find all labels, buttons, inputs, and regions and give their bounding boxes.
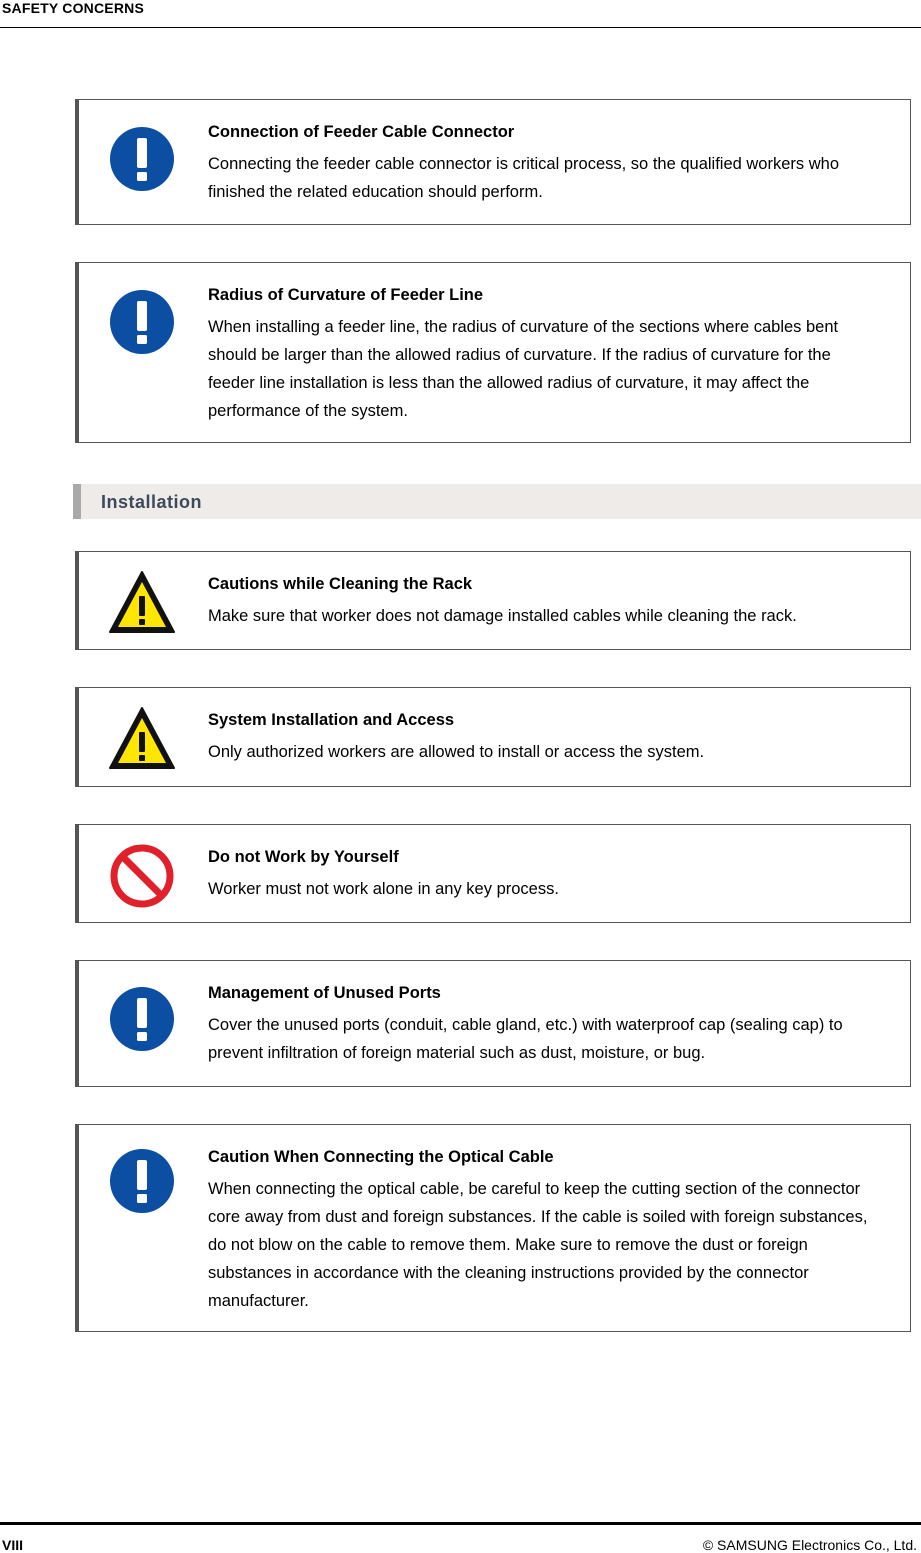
notice-body: Connecting the feeder cable connector is critical process, so the qualified workers who finished the related education should perform. — [208, 155, 839, 201]
notice-work-alone — [75, 824, 911, 923]
notice-body: Make sure that worker does not damage installed cables while cleaning the rack. — [208, 607, 797, 625]
notice-title: Radius of Curvature of Feeder Line — [208, 286, 484, 304]
notice-title: Caution When Connecting the Optical Cable — [208, 1148, 554, 1166]
notice-feeder-connector — [75, 99, 911, 225]
notice-body: Cover the unused ports (conduit, cable gland, etc.) with waterproof cap (sealing cap) to prevent infiltration of foreign material such as dust, moisture, or bug. — [208, 1016, 843, 1062]
notice-body: When installing a feeder line, the radius of curvature of the sections where cables bent should be larger than the allowed radius of curvature. If the radius of curvature for the feeder line installation is less than the allowed radius of curvature, it may affect the performance of the system. — [208, 318, 839, 420]
page-number: VIII — [2, 1537, 24, 1553]
page-header — [0, 0, 921, 28]
notice-body: When connecting the optical cable, be careful to keep the cutting section of the connector core away from dust and foreign substances. If the cable is soiled with foreign substances, do not blow on the cable to remove them. Make sure to remove the dust or foreign substances in accordance with the cleaning instructions provided by the connector manufacturer. — [208, 1180, 868, 1310]
section-title: Installation — [101, 492, 203, 512]
header-title: SAFETY CONCERNS — [2, 0, 144, 16]
notice-title: Connection of Feeder Cable Connector — [208, 123, 515, 141]
copyright: © SAMSUNG Electronics Co., Ltd. — [702, 1537, 917, 1553]
notice-title: Cautions while Cleaning the Rack — [208, 575, 473, 593]
exclamation-icon — [109, 1148, 175, 1214]
notice-cleaning-rack — [75, 551, 911, 650]
exclamation-icon — [109, 289, 175, 355]
notice-body: Worker must not work alone in any key process. — [208, 880, 559, 898]
notice-optical-cable — [75, 1124, 911, 1332]
page-footer — [0, 1522, 921, 1551]
notice-title: System Installation and Access — [208, 711, 455, 729]
prohibition-icon — [109, 843, 175, 909]
notice-installation-access — [75, 687, 911, 787]
notice-unused-ports — [75, 960, 911, 1087]
warning-triangle-icon — [109, 570, 175, 636]
notice-title: Do not Work by Yourself — [208, 848, 399, 866]
notice-feeder-radius — [75, 262, 911, 443]
exclamation-icon — [109, 986, 175, 1052]
notice-title: Management of Unused Ports — [208, 984, 441, 1002]
section-heading — [73, 484, 921, 519]
notice-body: Only authorized workers are allowed to install or access the system. — [208, 743, 705, 761]
exclamation-icon — [109, 126, 175, 192]
warning-triangle-icon — [109, 706, 175, 772]
